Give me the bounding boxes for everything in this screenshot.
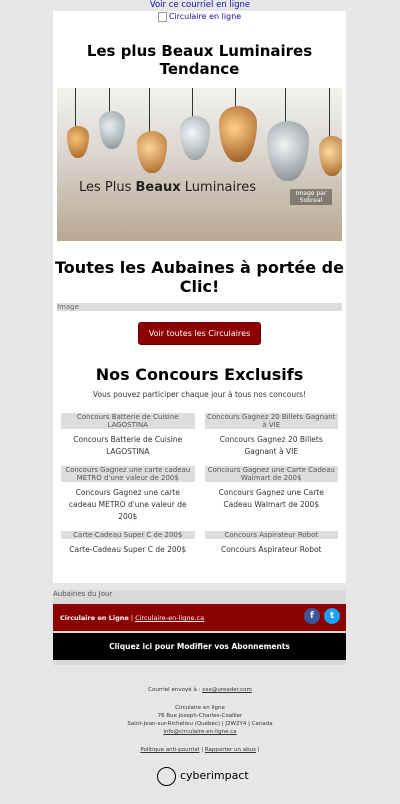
footer-site-link[interactable]: Circulaire-en-ligne.ca	[135, 614, 205, 622]
contest-item[interactable]	[205, 413, 339, 458]
recipient-email[interactable]: xxx@ureader.com	[202, 687, 252, 693]
banner-alt: Aubaines du Jour	[53, 590, 113, 598]
anti-spam-policy-link[interactable]: Politique anti-pourriel	[140, 747, 200, 753]
manage-subscriptions-button[interactable]: Cliquez ici pour Modifier vos Abonnements	[53, 633, 346, 660]
contest-caption[interactable]: Concours Gagnez une Carte Cadeau Walmart de 200$	[218, 488, 324, 509]
deals-image[interactable]	[57, 303, 342, 311]
deals-image-alt: Image	[57, 303, 79, 311]
contest-image[interactable]: Concours Gagnez 20 Billets Gagnant à VIE	[205, 413, 339, 429]
hero-image[interactable]	[57, 88, 342, 241]
contest-item[interactable]	[205, 531, 339, 556]
view-circulars-button[interactable]: Voir toutes les Circulaires	[138, 322, 261, 345]
footer-brand-name: Circulaire en Ligne	[60, 614, 129, 622]
contest-item[interactable]	[61, 466, 195, 523]
footer-brand-bar	[53, 604, 346, 631]
contest-image[interactable]: Carte-Cadeau Super C de 200$	[61, 531, 195, 539]
contests-grid	[53, 413, 346, 556]
contest-image[interactable]: Concours Aspirateur Robot	[205, 531, 339, 539]
contest-caption[interactable]: Carte-Cadeau Super C de 200$	[69, 545, 187, 554]
cta-wrap	[53, 321, 346, 345]
hero-credit: Image par Sobreal	[290, 189, 332, 205]
facebook-icon[interactable]: f	[304, 608, 320, 624]
broken-image-icon	[158, 12, 167, 22]
contest-item[interactable]	[61, 531, 195, 556]
contest-caption[interactable]: Concours Gagnez 20 Billets Gagnant à VIE	[219, 435, 323, 456]
contest-image[interactable]: Concours Gagnez une Carte Cadeau Walmart de 200$	[205, 466, 339, 482]
org-email	[0, 728, 400, 736]
contest-image[interactable]: Concours Batterie de Cuisine LAGOSTINA	[61, 413, 195, 429]
contests-title: Nos Concours Exclusifs	[95, 365, 304, 384]
footer-brand: Circulaire en Ligne | Circulaire-en-ligne.ca	[60, 614, 205, 622]
contest-caption[interactable]: Concours Batterie de Cuisine LAGOSTINA	[73, 435, 183, 456]
deals-title: Toutes les Aubaines à portée de Clic!	[55, 258, 344, 296]
contests-subtitle: Vous pouvez participer chaque jour à tous nos concours!	[92, 390, 307, 399]
twitter-icon[interactable]: t	[324, 608, 340, 624]
report-abuse-link[interactable]: Rapporter un abus	[204, 747, 256, 753]
org-email-link[interactable]: info@circulaire-en-ligne.ca	[163, 729, 237, 735]
page-title: Les plus Beaux Luminaires Tendance	[86, 42, 313, 78]
contest-item[interactable]	[61, 413, 195, 458]
view-online-link[interactable]: Voir ce courriel en ligne	[149, 0, 251, 10]
cyberimpact-icon	[157, 767, 176, 786]
contest-caption[interactable]: Concours Aspirateur Robot	[220, 545, 322, 554]
sent-to-line: Courriel envoyé à : xxx@ureader.com	[148, 687, 252, 693]
hero-caption: Les Plus Beaux Luminaires	[79, 180, 256, 195]
view-online-bar	[0, 0, 400, 11]
contest-caption[interactable]: Concours Gagnez une carte cadeau METRO d'une valeur de 200$	[68, 488, 187, 521]
logo-alt-text: Circulaire en ligne	[168, 12, 242, 21]
newsletter-card	[53, 11, 346, 598]
org-street: 76 Rue Joseph-Charles-Coallier	[157, 713, 243, 719]
org-city: Saint-Jean-sur-Richelieu (Québec) | J2W2Y4 | Canada	[127, 721, 273, 727]
legal-links: Politique anti-pourriel | Rapporter un abus |	[140, 747, 260, 753]
cyberimpact-wordmark: cyberimpact	[180, 769, 249, 782]
org-name: Circulaire en ligne	[175, 705, 225, 711]
contest-item[interactable]	[205, 466, 339, 523]
logo-image[interactable]	[53, 11, 346, 25]
contest-image[interactable]: Concours Gagnez une carte cadeau METRO d'une valeur de 200$	[61, 466, 195, 482]
